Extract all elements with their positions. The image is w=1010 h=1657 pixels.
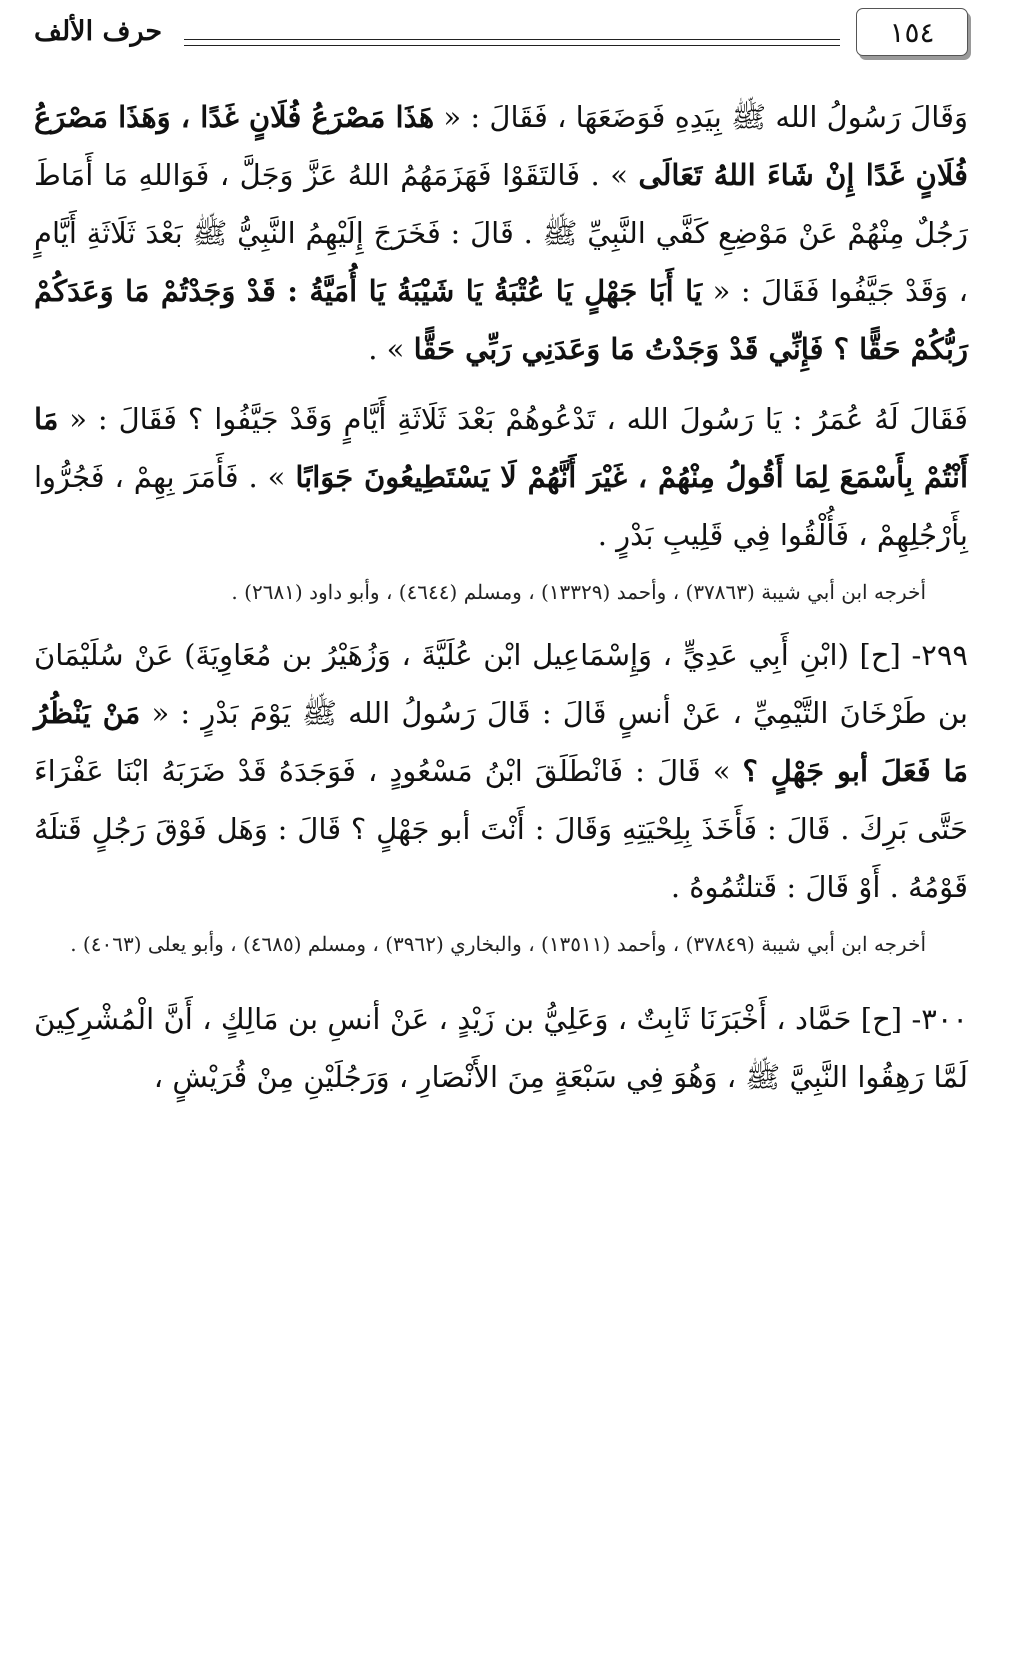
hadith-entry-299 xyxy=(34,626,968,916)
narration-text: فَقَالَ لَهُ عُمَرُ : يَا رَسُولَ الله ، تَدْعُوهُمْ بَعْدَ ثَلَاثَةِ أَيَّامٍ وَقَدْ جَيَّفُوا ؟ فَقَالَ : « xyxy=(58,402,968,436)
narration-text: » قَالَ : فَانْطَلَقَ ابْنُ مَسْعُودٍ ، فَوَجَدَهُ قَدْ ضَرَبَهُ ابْنَا عَفْرَاءَ حَتَّى بَرِكَ . قَالَ : فَأَخَذَ بِلِحْيَتِهِ وَقَالَ : أَنْتَ أبو جَهْلٍ ؟ قَالَ : وَهَل فَوْقَ رَجُلٍ قَتلَهُ قَوْمُهُ . أَوْ قَالَ : قَتلتُمُوهُ . xyxy=(34,754,968,904)
narration-text: ٢٩٩- [ح] (ابْنِ أَبِي عَدِيٍّ ، وَإِسْمَاعِيل ابْن عُلَيَّةَ ، وَزُهَيْرُ بن مُعَاوِيَةَ) عَنْ سُلَيْمَانَ بن طَرْخَانَ التَّيْمِيِّ ، عَنْ أنسٍ قَالَ : قَالَ رَسُولُ الله ﷺ يَوْمَ بَدْرٍ : « xyxy=(34,638,968,730)
page-content xyxy=(34,88,968,1106)
hadith-paragraph-1 xyxy=(34,88,968,378)
hadith-paragraph-2 xyxy=(34,390,968,564)
hadith-entry-300: ٣٠٠- [ح] حَمَّاد ، أَخْبَرَنَا ثَابِتٌ ، وَعَلِيُّ بن زَيْدٍ ، عَنْ أنسِ بن مَالِكٍ ، أَنَّ الْمُشْرِكِينَ لَمَّا رَهِقُوا النَّبِيَّ ﷺ ، وَهُوَ فِي سَبْعَةٍ مِنَ الأَنْصَارِ ، وَرَجُلَيْنِ مِنْ قُرَيْشٍ ، xyxy=(34,1002,968,1094)
prophetic-quote: يَا أَبَا جَهْلٍ يَا عُتْبَةُ يَا شَيْبَةُ يَا أُمَيَّةُ : قَدْ وَجَدْتُمْ مَا وَعَدَكُمْ رَبُّكُمْ حَقًّا ؟ فَإِنِّي قَدْ وَجَدْتُ مَا وَعَدَنِي رَبِّي حَقًّا xyxy=(34,274,968,366)
page-number: ١٥٤ xyxy=(889,15,935,49)
narration-text: وَقَالَ رَسُولُ الله ﷺ بِيَدِهِ فَوَضَعَهَا ، فَقَالَ : « xyxy=(434,100,969,134)
takhrij-note-298: أخرجه ابن أبي شيبة (٣٧٨٦٣) ، وأحمد (١٣٣٢٩) ، ومسلم (٤٦٤٤) ، وأبو داود (٢٦٨١) . xyxy=(231,580,926,604)
header-rule-top xyxy=(184,39,840,40)
narration-text: » . فَالتَقَوْا فَهَزَمَهُمُ اللهُ عَزَّ وَجَلَّ ، فَوَاللهِ مَا أَمَاطَ رَجُلٌ مِنْهُمْ عَنْ مَوْضِعِ كَفَّي النَّبِيِّ ﷺ . قَالَ : فَخَرَجَ إِلَيْهِمُ النَّبِيُّ ﷺ بَعْدَ ثَلَاثَةِ أَيَّامٍ ، وَقَدْ جَيَّفُوا فَقَالَ : « xyxy=(34,158,968,308)
chapter-title: حرف الألف xyxy=(34,16,163,47)
prophetic-quote: هَذَا مَصْرَعُ فُلَانٍ غَدًا ، وَهَذَا مَصْرَعُ فُلَانٍ غَدًا إِنْ شَاءَ اللهُ تَعَالَى xyxy=(34,100,969,192)
narration-text: » . فَأَمَرَ بِهِمْ ، فَجُرُّوا بِأَرْجُلِهِمْ ، فَأُلْقُوا فِي قَلِيبِ بَدْرٍ . xyxy=(34,460,968,552)
narration-text: » . xyxy=(368,332,414,366)
header-rule-bottom xyxy=(184,45,840,46)
prophetic-quote: مَا أَنْتُمْ بِأَسْمَعَ لِمَا أَقُولُ مِنْهُمْ ، غَيْرَ أَنَّهُمْ لَا يَسْتَطِيعُونَ جَوَابًا xyxy=(34,402,969,494)
prophetic-quote: مَنْ يَنْظُرُ مَا فَعَلَ أبو جَهْلٍ ؟ xyxy=(34,696,968,788)
takhrij-note-299: أخرجه ابن أبي شيبة (٣٧٨٤٩) ، وأحمد (١٣٥١١) ، والبخاري (٣٩٦٢) ، ومسلم (٤٦٨٥) ، وأبو يعلى (٤٠٦٣) . xyxy=(70,932,926,956)
page-header xyxy=(34,8,968,66)
page-number-box xyxy=(856,8,968,56)
